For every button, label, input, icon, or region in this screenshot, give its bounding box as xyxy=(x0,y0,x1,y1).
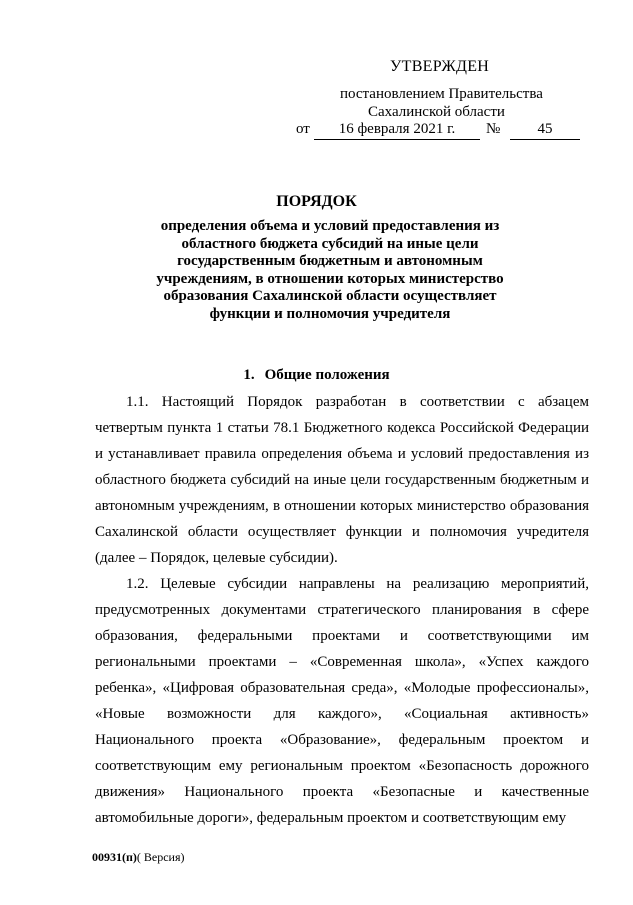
document-subtitle: определения объема и условий предоставления из областного бюджета субсидий на иные цели государственным бюджетным и автономным учреждениям, в отношении которых министерство образования Сахалинской области осуществляет функции и полномочия учредителя xyxy=(156,218,504,322)
footer-code: 00931(п) xyxy=(92,850,137,864)
paragraph-text: 1.2. Целевые субсидии направлены на реализацию мероприятий, предусмотренных документами стратегического планирования в сфере образования, федеральными проектами и соответствующими им региональными проектами – «Современная школа», «Успех каждого ребенка», «Цифровая образовательная среда», «Молодые профессионалы», «Новые возможности для каждого», «Социальная активность» Национального проекта «Образование», федеральным проектом и соответствующим ему региональным проектом «Безопасность дорожного движения» Национального проекта «Безопасные и качественные автомобильные дороги», федеральным проектом и соответствующим ему xyxy=(95,576,589,826)
number-prefix: № xyxy=(486,121,501,137)
approved-region-text: Сахалинской области xyxy=(368,104,505,120)
date-prefix: от xyxy=(296,121,310,137)
approval-number: 45 xyxy=(510,121,580,140)
document-title: ПОРЯДОК xyxy=(276,193,357,210)
date-number-line xyxy=(296,121,596,143)
paragraph-1-2 xyxy=(95,571,589,831)
paragraph-text: 1.1. Настоящий Порядок разработан в соответствии с абзацем четвертым пункта 1 статьи 78.1 Бюджетного кодекса Российской Федерации и устанавливает правила определения объема и условий предоставления из областного бюджета субсидий на иные цели государственным бюджетным и автономным учреждениям, в отношении которых министерство образования Сахалинской области осуществляет функции и полномочия учредителя (далее – Порядок, целевые субсидии). xyxy=(95,394,589,566)
section-heading xyxy=(0,367,633,384)
paragraph-1-1 xyxy=(95,389,589,571)
footer-version: ( Версия) xyxy=(136,850,185,864)
section-number: 1. xyxy=(243,367,255,383)
approval-date: 16 февраля 2021 г. xyxy=(314,121,480,140)
approval-stamp-title: УТВЕРЖДЕН xyxy=(390,58,490,75)
approved-by-text: постановлением Правительства xyxy=(340,86,543,102)
section-title: Общие положения xyxy=(264,367,390,383)
footer-document-code xyxy=(92,850,185,865)
